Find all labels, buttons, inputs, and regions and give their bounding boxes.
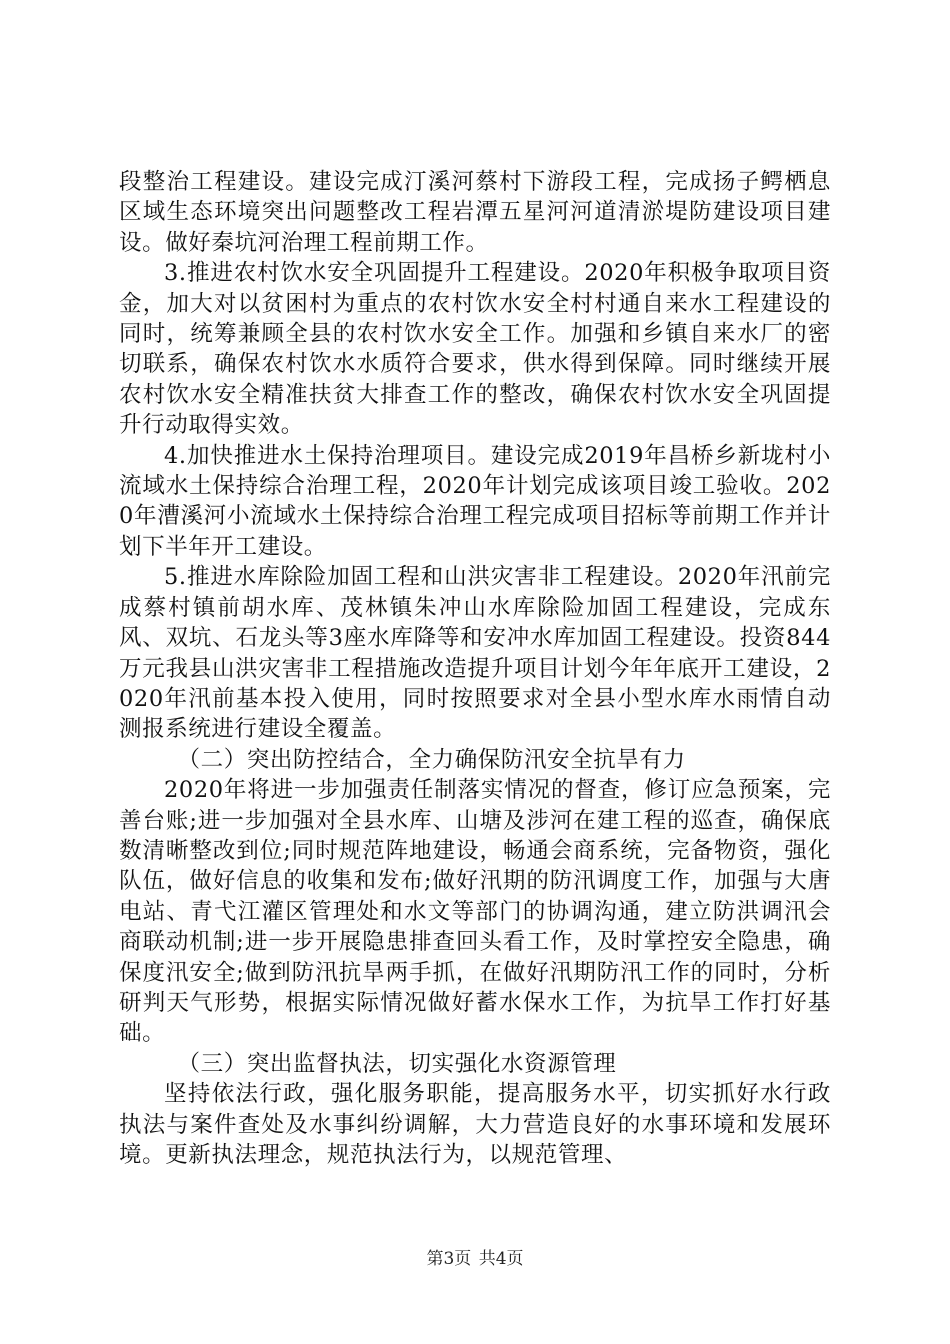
section-heading-2: （二）突出防控结合，全力确保防汛安全抗旱有力 bbox=[177, 746, 686, 773]
page-number: 第3页 bbox=[426, 1249, 472, 1269]
paragraph-item-5: 5.推进水库除险加固工程和山洪灾害非工程建设。2020年汛前完成蔡村镇前胡水库、茂林镇朱冲山水库除险加固工程建设，完成东风、双坑、石龙头等3座水库降等和安冲水库加固工程建设。投资844万元我县山洪灾害非工程措施改造提升项目计划今年年底开工建设，2020年汛前基本投入使用，同时按照要求对全县小型水库水雨情自动测报系统进行建设全覆盖。 bbox=[119, 564, 831, 743]
paragraph-flood-control: 2020年将进一步加强责任制落实情况的督查，修订应急预案，完善台账;进一步加强对全县水库、山塘及涉河在建工程的巡查，确保底数清晰整改到位;同时规范阵地建设，畅通会商系统，完备物资，强化队伍，做好信息的收集和发布;做好汛期的防汛调度工作，加强与大唐电站、青弋江灌区管理处和水文等部门的协调沟通，建立防洪调汛会商联动机制;进一步开展隐患排查回头看工作，及时掌控安全隐患，确保度汛安全;做到防汛抗旱两手抓，在做好汛期防汛工作的同时，分析研判天气形势，根据实际情况做好蓄水保水工作，为抗旱工作打好基础。 bbox=[119, 777, 831, 1047]
paragraph-law-enforcement: 坚持依法行政，强化服务职能，提高服务水平，切实抓好水行政执法与案件查处及水事纠纷调解，大力营造良好的水事环境和发展环境。更新执法理念，规范执法行为，以规范管理、 bbox=[119, 1081, 831, 1168]
paragraph-item-4: 4.加快推进水土保持治理项目。建设完成2019年昌桥乡新垅村小流域水土保持综合治理工程，2020年计划完成该项目竣工验收。2020年漕溪河小流域水土保持综合治理工程完成项目招标等前期工作并计划下半年开工建设。 bbox=[119, 442, 831, 560]
page-total: 共4页 bbox=[478, 1249, 524, 1269]
paragraph-continuation: 段整治工程建设。建设完成汀溪河蔡村下游段工程，完成扬子鳄栖息区域生态环境突出问题整改工程岩潭五星河河道清淤堤防建设项目建设。做好秦坑河治理工程前期工作。 bbox=[119, 169, 831, 256]
section-heading-3: （三）突出监督执法，切实强化水资源管理 bbox=[177, 1050, 617, 1077]
paragraph-item-3: 3.推进农村饮水安全巩固提升工程建设。2020年积极争取项目资金，加大对以贫困村为重点的农村饮水安全村村通自来水工程建设的同时，统筹兼顾全县的农村饮水安全工作。加强和乡镇自来水厂的密切联系，确保农村饮水水质符合要求，供水得到保障。同时继续开展农村饮水安全精准扶贫大排查工作的整改，确保农村饮水安全巩固提升行动取得实效。 bbox=[119, 260, 831, 439]
page-footer bbox=[0, 1244, 950, 1269]
body-text bbox=[119, 167, 831, 1170]
